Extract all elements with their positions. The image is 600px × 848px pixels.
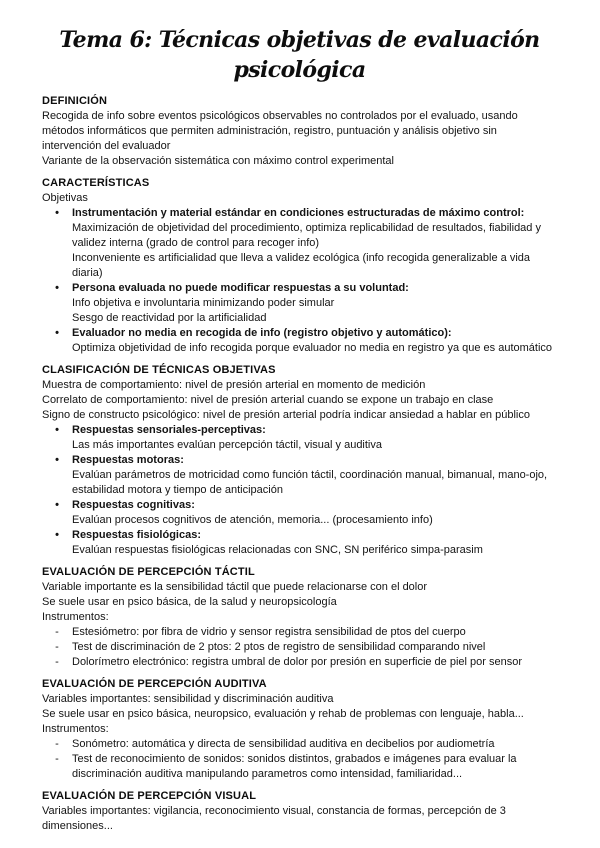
dash-marker: - (55, 626, 59, 638)
dash-body (72, 625, 557, 640)
bullet-line: Maximización de objetividad del procedimiento, optimiza replicabilidad de resultados, fiabilidad y validez interna (grado de control para recoger info) (72, 222, 541, 249)
paragraph: Variable importante es la sensibilidad táctil que puede relacionarse con el dolor (42, 581, 428, 593)
paragraph: Variables importantes: vigilancia, reconocimiento visual, constancia de formas, percepción de 3 dimensiones... (42, 805, 506, 832)
bullet-item (42, 281, 557, 326)
bullet-item (42, 326, 557, 356)
dash-text: Test de reconocimiento de sonidos: sonidos distintos, grabados e imágenes para evaluar la discriminación auditiva manipulando parametros como intensidad, familiaridad... (72, 753, 517, 780)
section-heading: CARACTERÍSTICAS (42, 177, 150, 189)
section-percepcion-tactil (42, 565, 557, 670)
bullet-item (42, 206, 557, 281)
dash-item (42, 625, 557, 640)
paragraph: Instrumentos: (42, 723, 109, 735)
paragraph: Variables importantes: sensibilidad y discriminación auditiva (42, 693, 334, 705)
bullet-line: Evalúan parámetros de motricidad como función táctil, coordinación manual, bimanual, mano-ojo, estabilidad motora y tiempo de anticipación (72, 469, 548, 496)
section-clasificacion (42, 363, 557, 558)
bullet-body (72, 453, 557, 498)
bullet-lead: Respuestas sensoriales-perceptivas: (72, 424, 266, 436)
bullet-body (72, 423, 557, 453)
bullet-lead: Evaluador no media en recogida de info (registro objetivo y automático): (72, 327, 452, 339)
section-definicion (42, 94, 557, 169)
paragraph: Objetivas (42, 192, 88, 204)
dash-text: Dolorímetro electrónico: registra umbral de dolor por presión en superficie de piel por sensor (72, 656, 523, 668)
paragraph: Se suele usar en psico básica, neuropsico, evaluación y rehab de problemas con lenguaje, habla... (42, 708, 524, 720)
bullet-line: Evalúan respuestas fisiológicas relacionadas con SNC, SN periférico simpa-parasim (72, 544, 483, 556)
section-percepcion-auditiva (42, 677, 557, 782)
dash-body (72, 640, 557, 655)
page-title: Tema 6: Técnicas objetivas de evaluación psicológica (59, 27, 540, 83)
dash-body (72, 737, 557, 752)
bullet-item (42, 453, 557, 498)
bullet-line: Evalúan procesos cognitivos de atención, memoria... (procesamiento info) (72, 514, 433, 526)
section-caracteristicas (42, 176, 557, 356)
bullet-lead: Respuestas motoras: (72, 454, 184, 466)
bullet-marker: • (55, 207, 59, 219)
dash-text: Estesiómetro: por fibra de vidrio y sensor registra sensibilidad de ptos del cuerpo (72, 626, 466, 638)
dash-text: Sonómetro: automática y directa de sensibilidad auditiva en decibelios por audiometría (72, 738, 495, 750)
dash-text: Test de discriminación de 2 ptos: 2 ptos de registro de sensibilidad comparando nivel (72, 641, 486, 653)
section-heading: DEFINICIÓN (42, 95, 108, 107)
paragraph: Signo de constructo psicológico: nivel de presión arterial podría indicar ansiedad a hablar en público (42, 409, 530, 421)
section-heading: CLASIFICACIÓN DE TÉCNICAS OBJETIVAS (42, 364, 276, 376)
paragraph: Instrumentos: (42, 611, 109, 623)
bullet-marker: • (55, 499, 59, 511)
dash-marker: - (55, 738, 59, 750)
bullet-body (72, 528, 557, 558)
section-percepcion-visual (42, 789, 557, 834)
paragraph: Se suele usar en psico básica, de la salud y neuropsicología (42, 596, 337, 608)
bullet-marker: • (55, 327, 59, 339)
bullet-body (72, 281, 557, 326)
dash-item (42, 737, 557, 752)
dash-marker: - (55, 641, 59, 653)
dash-marker: - (55, 656, 59, 668)
bullet-line: Inconveniente es artificialidad que lleva a validez ecológica (info recogida generalizable a vida diaria) (72, 252, 531, 279)
dash-item (42, 640, 557, 655)
bullet-lead: Respuestas fisiológicas: (72, 529, 201, 541)
dash-item (42, 655, 557, 670)
bullet-item (42, 498, 557, 528)
bullet-line: Info objetiva e involuntaria minimizando poder simular (72, 297, 335, 309)
bullet-marker: • (55, 529, 59, 541)
paragraph: Correlato de comportamiento: nivel de presión arterial cuando se expone un trabajo en clase (42, 394, 494, 406)
bullet-lead: Instrumentación y material estándar en condiciones estructuradas de máximo control: (72, 207, 525, 219)
bullet-marker: • (55, 424, 59, 436)
bullet-item (42, 423, 557, 453)
bullet-body (72, 498, 557, 528)
paragraph: Recogida de info sobre eventos psicológicos observables no controlados por el evaluado, usando métodos informáticos que permiten administración, registro, puntuación y análisis objetivo sin intervención del evaluador (42, 110, 518, 152)
bullet-marker: • (55, 282, 59, 294)
bullet-line: Sesgo de reactividad por la artificialidad (72, 312, 267, 324)
section-heading: EVALUACIÓN DE PERCEPCIÓN AUDITIVA (42, 678, 267, 690)
bullet-line: Las más importantes evalúan percepción táctil, visual y auditiva (72, 439, 382, 451)
dash-item (42, 752, 557, 782)
bullet-lead: Respuestas cognitivas: (72, 499, 195, 511)
bullet-item (42, 528, 557, 558)
paragraph: Variante de la observación sistemática con máximo control experimental (42, 155, 394, 167)
bullet-body (72, 206, 557, 281)
bullet-marker: • (55, 454, 59, 466)
bullet-lead: Persona evaluada no puede modificar respuestas a su voluntad: (72, 282, 409, 294)
dash-body (72, 655, 557, 670)
section-heading: EVALUACIÓN DE PERCEPCIÓN TÁCTIL (42, 566, 255, 578)
dash-marker: - (55, 753, 59, 765)
bullet-body (72, 326, 557, 356)
dash-body (72, 752, 557, 782)
section-heading: EVALUACIÓN DE PERCEPCIÓN VISUAL (42, 790, 257, 802)
paragraph: Muestra de comportamiento: nivel de presión arterial en momento de medición (42, 379, 426, 391)
bullet-line: Optimiza objetividad de info recogida porque evaluador no media en registro ya que es automático (72, 342, 553, 354)
